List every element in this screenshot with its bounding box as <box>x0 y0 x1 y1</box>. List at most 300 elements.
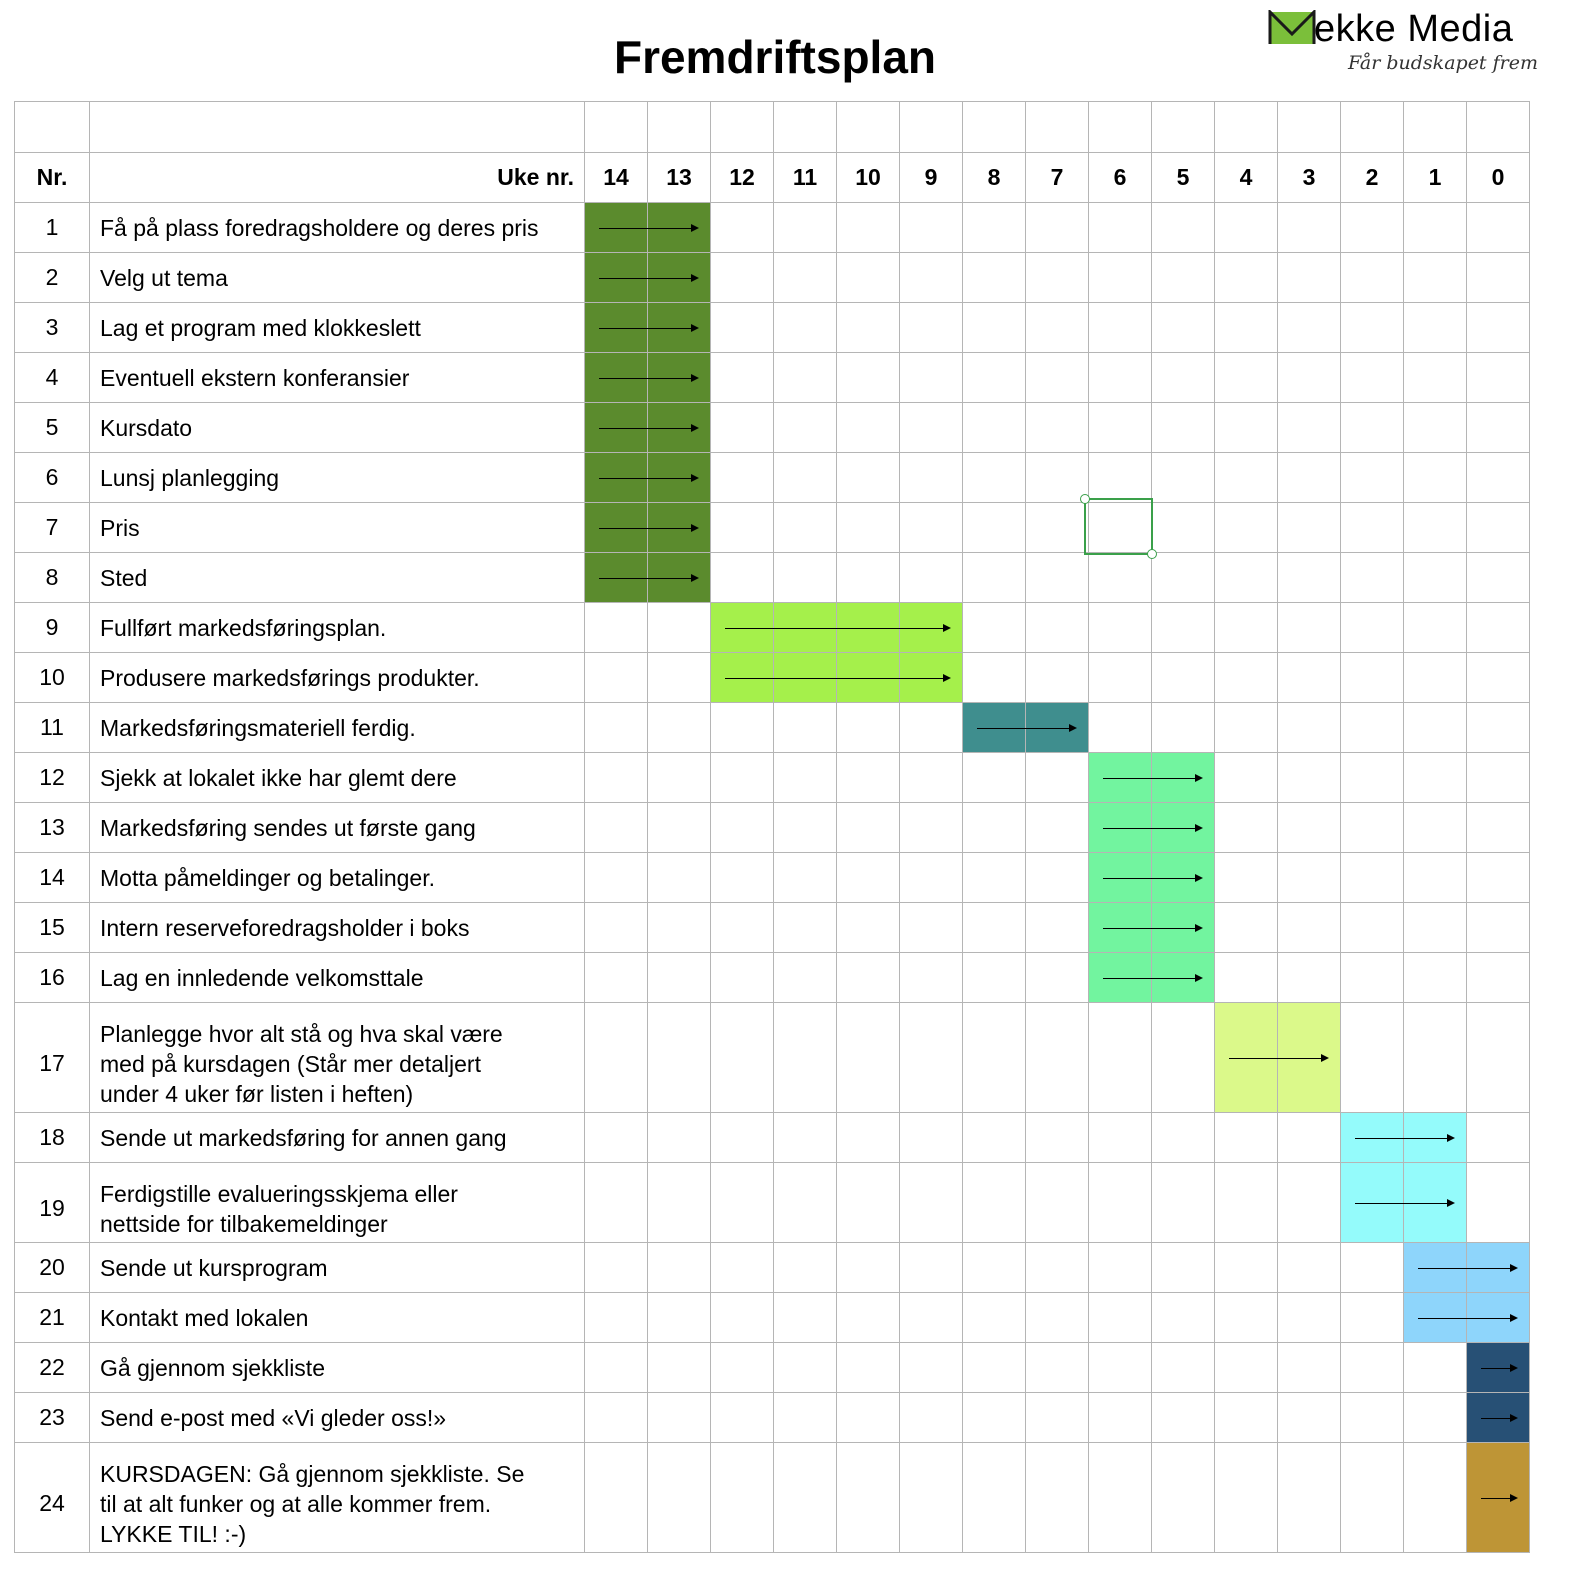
schedule-bar-cell[interactable] <box>585 553 648 603</box>
schedule-cell[interactable] <box>1404 453 1467 503</box>
schedule-cell[interactable] <box>1341 1003 1404 1113</box>
schedule-cell[interactable] <box>837 803 900 853</box>
schedule-cell[interactable] <box>1026 853 1089 903</box>
schedule-cell[interactable] <box>1467 253 1530 303</box>
schedule-cell[interactable] <box>1278 903 1341 953</box>
schedule-cell[interactable] <box>963 603 1026 653</box>
schedule-cell[interactable] <box>1026 453 1089 503</box>
schedule-cell[interactable] <box>1278 603 1341 653</box>
schedule-cell[interactable] <box>1467 203 1530 253</box>
schedule-cell[interactable] <box>585 1163 648 1243</box>
schedule-cell[interactable] <box>585 703 648 753</box>
schedule-cell[interactable] <box>1215 253 1278 303</box>
schedule-cell[interactable] <box>1467 753 1530 803</box>
schedule-cell[interactable] <box>963 903 1026 953</box>
schedule-cell[interactable] <box>1152 403 1215 453</box>
schedule-cell[interactable] <box>963 553 1026 603</box>
schedule-cell[interactable] <box>711 453 774 503</box>
schedule-cell[interactable] <box>648 1443 711 1553</box>
schedule-cell[interactable] <box>711 353 774 403</box>
schedule-cell[interactable] <box>585 653 648 703</box>
schedule-cell[interactable] <box>1215 503 1278 553</box>
schedule-cell[interactable] <box>1215 1443 1278 1553</box>
schedule-cell[interactable] <box>963 803 1026 853</box>
schedule-cell[interactable] <box>1404 253 1467 303</box>
schedule-cell[interactable] <box>711 953 774 1003</box>
schedule-cell[interactable] <box>1089 553 1152 603</box>
schedule-cell[interactable] <box>900 1243 963 1293</box>
schedule-cell[interactable] <box>900 553 963 603</box>
schedule-cell[interactable] <box>648 853 711 903</box>
schedule-cell[interactable] <box>1404 403 1467 453</box>
schedule-bar-cell[interactable] <box>1215 1003 1278 1113</box>
schedule-cell[interactable] <box>1215 1293 1278 1343</box>
schedule-cell[interactable] <box>774 403 837 453</box>
schedule-cell[interactable] <box>648 653 711 703</box>
schedule-cell[interactable] <box>837 853 900 903</box>
schedule-cell[interactable] <box>837 203 900 253</box>
schedule-cell[interactable] <box>1278 403 1341 453</box>
schedule-cell[interactable] <box>1026 653 1089 703</box>
schedule-cell[interactable] <box>1278 1443 1341 1553</box>
schedule-cell[interactable] <box>711 853 774 903</box>
schedule-cell[interactable] <box>1467 553 1530 603</box>
schedule-cell[interactable] <box>1404 753 1467 803</box>
schedule-cell[interactable] <box>1026 1343 1089 1393</box>
schedule-cell[interactable] <box>585 1113 648 1163</box>
schedule-cell[interactable] <box>963 353 1026 403</box>
schedule-cell[interactable] <box>1089 1393 1152 1443</box>
schedule-cell[interactable] <box>1467 653 1530 703</box>
schedule-cell[interactable] <box>648 703 711 753</box>
schedule-cell[interactable] <box>711 703 774 753</box>
schedule-cell[interactable] <box>1341 853 1404 903</box>
schedule-cell[interactable] <box>1341 453 1404 503</box>
schedule-cell[interactable] <box>1215 1393 1278 1443</box>
schedule-cell[interactable] <box>711 303 774 353</box>
schedule-cell[interactable] <box>900 503 963 553</box>
schedule-cell[interactable] <box>1341 753 1404 803</box>
schedule-cell[interactable] <box>1152 253 1215 303</box>
schedule-cell[interactable] <box>585 1343 648 1393</box>
schedule-bar-cell[interactable] <box>1341 1113 1404 1163</box>
schedule-cell[interactable] <box>1152 203 1215 253</box>
schedule-cell[interactable] <box>1026 503 1089 553</box>
schedule-cell[interactable] <box>837 1443 900 1553</box>
schedule-cell[interactable] <box>1278 203 1341 253</box>
schedule-cell[interactable] <box>900 203 963 253</box>
schedule-cell[interactable] <box>963 1443 1026 1553</box>
schedule-cell[interactable] <box>1278 953 1341 1003</box>
schedule-cell[interactable] <box>1152 603 1215 653</box>
schedule-cell[interactable] <box>774 503 837 553</box>
schedule-cell[interactable] <box>963 303 1026 353</box>
schedule-cell[interactable] <box>585 753 648 803</box>
schedule-cell[interactable] <box>1215 1343 1278 1393</box>
schedule-cell[interactable] <box>774 1293 837 1343</box>
schedule-cell[interactable] <box>900 303 963 353</box>
schedule-cell[interactable] <box>585 803 648 853</box>
schedule-cell[interactable] <box>837 503 900 553</box>
schedule-cell[interactable] <box>837 1113 900 1163</box>
schedule-bar-cell[interactable] <box>1404 1293 1467 1343</box>
schedule-cell[interactable] <box>711 203 774 253</box>
schedule-cell[interactable] <box>1467 453 1530 503</box>
schedule-cell[interactable] <box>774 753 837 803</box>
schedule-cell[interactable] <box>774 253 837 303</box>
schedule-cell[interactable] <box>1215 1163 1278 1243</box>
schedule-cell[interactable] <box>774 953 837 1003</box>
schedule-cell[interactable] <box>1215 903 1278 953</box>
schedule-bar-cell[interactable] <box>1089 953 1152 1003</box>
schedule-bar-cell[interactable] <box>585 253 648 303</box>
schedule-cell[interactable] <box>774 1163 837 1243</box>
schedule-cell[interactable] <box>774 1243 837 1293</box>
schedule-cell[interactable] <box>1152 1113 1215 1163</box>
schedule-cell[interactable] <box>774 1393 837 1443</box>
schedule-cell[interactable] <box>774 1443 837 1553</box>
schedule-cell[interactable] <box>1341 1293 1404 1343</box>
schedule-bar-cell[interactable] <box>1089 853 1152 903</box>
schedule-cell[interactable] <box>900 703 963 753</box>
schedule-cell[interactable] <box>1341 203 1404 253</box>
schedule-cell[interactable] <box>648 1343 711 1393</box>
schedule-cell[interactable] <box>1404 653 1467 703</box>
selection-handle-top-left[interactable] <box>1080 494 1090 504</box>
schedule-cell[interactable] <box>1026 803 1089 853</box>
schedule-cell[interactable] <box>1278 1293 1341 1343</box>
schedule-cell[interactable] <box>585 1293 648 1343</box>
schedule-cell[interactable] <box>900 403 963 453</box>
schedule-cell[interactable] <box>1152 1003 1215 1113</box>
schedule-cell[interactable] <box>837 753 900 803</box>
schedule-cell[interactable] <box>1404 703 1467 753</box>
schedule-bar-cell[interactable] <box>1467 1443 1530 1553</box>
schedule-cell[interactable] <box>648 753 711 803</box>
schedule-cell[interactable] <box>1404 1343 1467 1393</box>
schedule-bar-cell[interactable] <box>963 703 1026 753</box>
schedule-cell[interactable] <box>1026 1293 1089 1343</box>
schedule-cell[interactable] <box>1026 1393 1089 1443</box>
schedule-cell[interactable] <box>1467 1003 1530 1113</box>
schedule-cell[interactable] <box>1026 1113 1089 1163</box>
schedule-cell[interactable] <box>711 553 774 603</box>
schedule-cell[interactable] <box>711 253 774 303</box>
schedule-cell[interactable] <box>1341 703 1404 753</box>
schedule-cell[interactable] <box>1152 453 1215 503</box>
schedule-cell[interactable] <box>711 403 774 453</box>
schedule-cell[interactable] <box>648 1293 711 1343</box>
schedule-cell[interactable] <box>1026 603 1089 653</box>
schedule-cell[interactable] <box>1152 503 1215 553</box>
schedule-cell[interactable] <box>837 303 900 353</box>
schedule-cell[interactable] <box>648 1163 711 1243</box>
schedule-cell[interactable] <box>837 1003 900 1113</box>
schedule-bar-cell[interactable] <box>1467 1393 1530 1443</box>
schedule-cell[interactable] <box>963 953 1026 1003</box>
schedule-bar-cell[interactable] <box>1089 753 1152 803</box>
schedule-cell[interactable] <box>1152 703 1215 753</box>
schedule-bar-cell[interactable] <box>1467 1343 1530 1393</box>
schedule-cell[interactable] <box>837 903 900 953</box>
schedule-cell[interactable] <box>1026 1003 1089 1113</box>
schedule-cell[interactable] <box>963 253 1026 303</box>
schedule-cell[interactable] <box>1026 253 1089 303</box>
schedule-cell[interactable] <box>711 1393 774 1443</box>
schedule-cell[interactable] <box>1341 603 1404 653</box>
schedule-cell[interactable] <box>1089 1003 1152 1113</box>
schedule-bar-cell[interactable] <box>585 203 648 253</box>
schedule-cell[interactable] <box>837 1293 900 1343</box>
schedule-cell[interactable] <box>1467 953 1530 1003</box>
schedule-cell[interactable] <box>900 953 963 1003</box>
schedule-cell[interactable] <box>1278 1163 1341 1243</box>
schedule-cell[interactable] <box>1404 903 1467 953</box>
schedule-cell[interactable] <box>1152 303 1215 353</box>
schedule-cell[interactable] <box>774 303 837 353</box>
schedule-cell[interactable] <box>1152 353 1215 403</box>
schedule-cell[interactable] <box>1404 603 1467 653</box>
schedule-cell[interactable] <box>1467 1113 1530 1163</box>
schedule-cell[interactable] <box>1215 1113 1278 1163</box>
schedule-cell[interactable] <box>1089 1243 1152 1293</box>
schedule-cell[interactable] <box>585 1243 648 1293</box>
schedule-cell[interactable] <box>774 803 837 853</box>
schedule-bar-cell[interactable] <box>585 453 648 503</box>
schedule-cell[interactable] <box>774 1113 837 1163</box>
schedule-cell[interactable] <box>1215 803 1278 853</box>
schedule-cell[interactable] <box>837 403 900 453</box>
schedule-cell[interactable] <box>1404 353 1467 403</box>
schedule-cell[interactable] <box>1404 1393 1467 1443</box>
schedule-cell[interactable] <box>1404 203 1467 253</box>
schedule-cell[interactable] <box>1278 253 1341 303</box>
schedule-cell[interactable] <box>963 1003 1026 1113</box>
schedule-cell[interactable] <box>1341 553 1404 603</box>
schedule-cell[interactable] <box>585 903 648 953</box>
schedule-cell[interactable] <box>1215 403 1278 453</box>
schedule-cell[interactable] <box>1215 753 1278 803</box>
schedule-cell[interactable] <box>1026 403 1089 453</box>
schedule-cell[interactable] <box>1026 303 1089 353</box>
schedule-cell[interactable] <box>711 753 774 803</box>
schedule-cell[interactable] <box>711 1163 774 1243</box>
schedule-cell[interactable] <box>1026 1163 1089 1243</box>
schedule-cell[interactable] <box>1341 803 1404 853</box>
schedule-cell[interactable] <box>774 353 837 403</box>
schedule-cell[interactable] <box>1341 403 1404 453</box>
schedule-cell[interactable] <box>648 803 711 853</box>
schedule-cell[interactable] <box>900 1343 963 1393</box>
schedule-cell[interactable] <box>1404 1443 1467 1553</box>
schedule-cell[interactable] <box>1089 1343 1152 1393</box>
schedule-cell[interactable] <box>1089 1113 1152 1163</box>
schedule-cell[interactable] <box>1215 353 1278 403</box>
schedule-cell[interactable] <box>1278 303 1341 353</box>
schedule-cell[interactable] <box>837 1393 900 1443</box>
schedule-cell[interactable] <box>585 1003 648 1113</box>
schedule-cell[interactable] <box>1152 1293 1215 1343</box>
schedule-cell[interactable] <box>774 453 837 503</box>
schedule-cell[interactable] <box>1278 1113 1341 1163</box>
schedule-cell[interactable] <box>1467 853 1530 903</box>
schedule-cell[interactable] <box>1215 203 1278 253</box>
schedule-cell[interactable] <box>837 353 900 403</box>
schedule-cell[interactable] <box>1467 703 1530 753</box>
schedule-cell[interactable] <box>1404 1003 1467 1113</box>
schedule-cell[interactable] <box>1278 703 1341 753</box>
schedule-cell[interactable] <box>648 603 711 653</box>
schedule-cell[interactable] <box>1341 503 1404 553</box>
schedule-cell[interactable] <box>1215 953 1278 1003</box>
schedule-cell[interactable] <box>711 1293 774 1343</box>
schedule-cell[interactable] <box>900 803 963 853</box>
schedule-cell[interactable] <box>900 1003 963 1113</box>
schedule-cell[interactable] <box>1089 253 1152 303</box>
schedule-cell[interactable] <box>648 1113 711 1163</box>
schedule-cell[interactable] <box>1152 1243 1215 1293</box>
schedule-bar-cell[interactable] <box>1341 1163 1404 1243</box>
schedule-cell[interactable] <box>1089 653 1152 703</box>
schedule-cell[interactable] <box>711 1343 774 1393</box>
schedule-cell[interactable] <box>1152 1343 1215 1393</box>
schedule-cell[interactable] <box>1152 1163 1215 1243</box>
schedule-cell[interactable] <box>1215 1243 1278 1293</box>
schedule-cell[interactable] <box>837 703 900 753</box>
schedule-cell[interactable] <box>711 1113 774 1163</box>
schedule-cell[interactable] <box>1278 803 1341 853</box>
schedule-cell[interactable] <box>648 1393 711 1443</box>
schedule-cell[interactable] <box>1089 453 1152 503</box>
schedule-cell[interactable] <box>1215 703 1278 753</box>
schedule-cell[interactable] <box>1089 303 1152 353</box>
schedule-cell[interactable] <box>963 403 1026 453</box>
schedule-cell[interactable] <box>1215 303 1278 353</box>
schedule-cell[interactable] <box>1089 1293 1152 1343</box>
schedule-cell[interactable] <box>837 1163 900 1243</box>
schedule-cell[interactable] <box>1089 1163 1152 1243</box>
schedule-cell[interactable] <box>585 953 648 1003</box>
schedule-cell[interactable] <box>1467 803 1530 853</box>
schedule-cell[interactable] <box>648 953 711 1003</box>
schedule-cell[interactable] <box>774 853 837 903</box>
schedule-cell[interactable] <box>585 603 648 653</box>
schedule-cell[interactable] <box>963 1243 1026 1293</box>
schedule-cell[interactable] <box>1215 553 1278 603</box>
schedule-cell[interactable] <box>1404 503 1467 553</box>
schedule-cell[interactable] <box>774 903 837 953</box>
schedule-cell[interactable] <box>585 1443 648 1553</box>
schedule-cell[interactable] <box>837 953 900 1003</box>
schedule-cell[interactable] <box>1026 203 1089 253</box>
schedule-cell[interactable] <box>1467 1163 1530 1243</box>
schedule-cell[interactable] <box>1278 503 1341 553</box>
schedule-cell[interactable] <box>1278 753 1341 803</box>
schedule-cell[interactable] <box>1152 653 1215 703</box>
schedule-cell[interactable] <box>963 1113 1026 1163</box>
schedule-cell[interactable] <box>900 1393 963 1443</box>
schedule-cell[interactable] <box>1467 403 1530 453</box>
schedule-cell[interactable] <box>711 803 774 853</box>
schedule-cell[interactable] <box>963 503 1026 553</box>
schedule-cell[interactable] <box>1026 353 1089 403</box>
schedule-cell[interactable] <box>1215 603 1278 653</box>
schedule-cell[interactable] <box>1341 903 1404 953</box>
schedule-cell[interactable] <box>1341 953 1404 1003</box>
schedule-cell[interactable] <box>1026 1243 1089 1293</box>
schedule-cell[interactable] <box>963 203 1026 253</box>
schedule-bar-cell[interactable] <box>585 303 648 353</box>
schedule-bar-cell[interactable] <box>585 353 648 403</box>
schedule-cell[interactable] <box>774 1003 837 1113</box>
schedule-cell[interactable] <box>774 553 837 603</box>
schedule-cell[interactable] <box>837 1243 900 1293</box>
schedule-cell[interactable] <box>1278 653 1341 703</box>
schedule-bar-cell[interactable] <box>711 653 774 703</box>
selection-handle-bottom-right[interactable] <box>1147 549 1157 559</box>
schedule-cell[interactable] <box>900 753 963 803</box>
schedule-cell[interactable] <box>1341 253 1404 303</box>
schedule-cell[interactable] <box>1152 1393 1215 1443</box>
schedule-cell[interactable] <box>963 1163 1026 1243</box>
schedule-cell[interactable] <box>711 1443 774 1553</box>
schedule-bar-cell[interactable] <box>585 503 648 553</box>
schedule-bar-cell[interactable] <box>1089 803 1152 853</box>
schedule-cell[interactable] <box>1026 953 1089 1003</box>
schedule-cell[interactable] <box>1341 653 1404 703</box>
schedule-cell[interactable] <box>648 1003 711 1113</box>
schedule-cell[interactable] <box>1404 853 1467 903</box>
schedule-cell[interactable] <box>585 853 648 903</box>
schedule-cell[interactable] <box>711 1243 774 1293</box>
schedule-cell[interactable] <box>963 653 1026 703</box>
selection-box[interactable] <box>1084 498 1153 555</box>
schedule-cell[interactable] <box>648 903 711 953</box>
schedule-cell[interactable] <box>1278 453 1341 503</box>
schedule-cell[interactable] <box>1341 1243 1404 1293</box>
schedule-cell[interactable] <box>1404 303 1467 353</box>
schedule-cell[interactable] <box>963 1293 1026 1343</box>
schedule-cell[interactable] <box>1089 403 1152 453</box>
schedule-cell[interactable] <box>1404 553 1467 603</box>
schedule-cell[interactable] <box>1215 653 1278 703</box>
schedule-cell[interactable] <box>1152 1443 1215 1553</box>
schedule-cell[interactable] <box>1467 353 1530 403</box>
schedule-cell[interactable] <box>1278 1243 1341 1293</box>
schedule-cell[interactable] <box>963 453 1026 503</box>
schedule-cell[interactable] <box>1341 303 1404 353</box>
schedule-bar-cell[interactable] <box>711 603 774 653</box>
schedule-cell[interactable] <box>1278 553 1341 603</box>
schedule-cell[interactable] <box>1026 753 1089 803</box>
schedule-cell[interactable] <box>1278 853 1341 903</box>
schedule-cell[interactable] <box>1278 1393 1341 1443</box>
schedule-cell[interactable] <box>1215 853 1278 903</box>
schedule-cell[interactable] <box>711 503 774 553</box>
schedule-cell[interactable] <box>1467 903 1530 953</box>
schedule-cell[interactable] <box>1089 703 1152 753</box>
schedule-cell[interactable] <box>900 253 963 303</box>
schedule-cell[interactable] <box>1467 303 1530 353</box>
schedule-cell[interactable] <box>837 453 900 503</box>
schedule-cell[interactable] <box>1026 1443 1089 1553</box>
schedule-cell[interactable] <box>900 453 963 503</box>
schedule-cell[interactable] <box>711 1003 774 1113</box>
schedule-cell[interactable] <box>1026 903 1089 953</box>
schedule-cell[interactable] <box>1404 803 1467 853</box>
schedule-cell[interactable] <box>963 1393 1026 1443</box>
schedule-cell[interactable] <box>1152 553 1215 603</box>
